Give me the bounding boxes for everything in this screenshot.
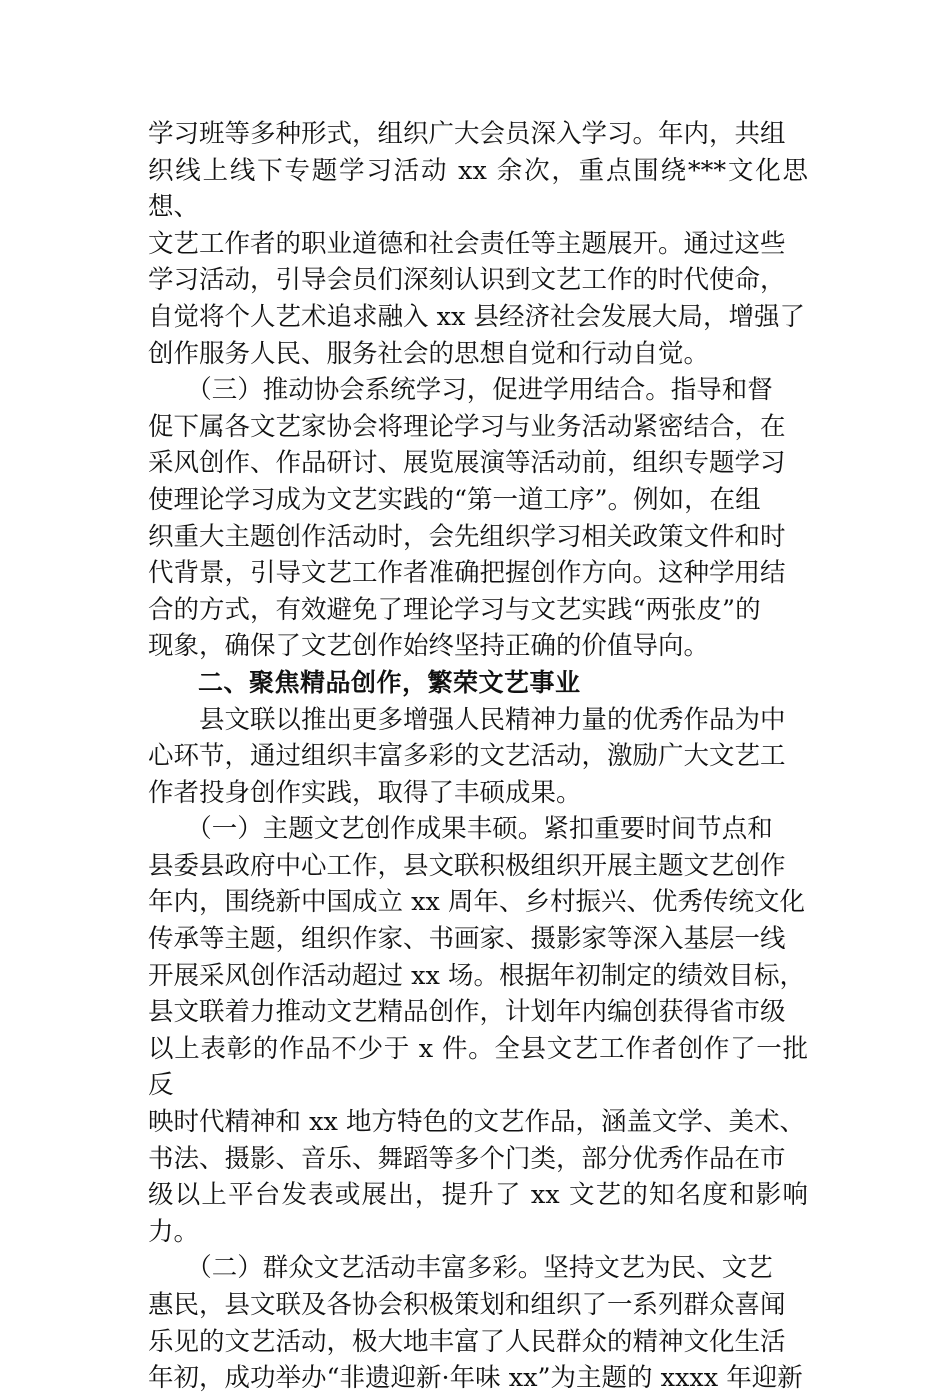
paragraph-mass-activities: （二）群众文艺活动丰富多彩。坚持文艺为民、文艺 惠民，县文联及各协会积极策划和组织了一系列群众喜闻 乐见的文艺活动，极大地丰富了人民群众的精神文化生活 年初，成功举办“非遗迎新·年味 xx”为主题的 xxxx 年迎新	[148, 1253, 803, 1394]
section-heading-quality-creation: 二、聚焦精品创作，繁荣文艺事业	[198, 667, 581, 697]
paragraph-association-study: （三）推动协会系统学习，促进学用结合。指导和督 促下属各文艺家协会将理论学习与业务活动紧密结合，在 采风创作、作品研讨、展览展演等活动前，组织专题学习 使理论学习成为文艺实践的“第一道工序”。例如，在组 织重大主题创作活动时，会先组织学习相关政策文件和时 代背景，引导文艺工作者准确把握创作方向。这种学用结 合的方式，有效避免了理论学习与文艺实践“两张皮”的 现象，确保了文艺创作始终坚持正确的价值导向。	[148, 375, 786, 662]
paragraph-study-activities: 学习班等多种形式，组织广大会员深入学习。年内，共组 织线上线下专题学习活动 xx 余次，重点围绕***文化思想、 文艺工作者的职业道德和社会责任等主题展开。通过这些 学习活动，引导会员们深刻认识到文艺工作的时代使命， 自觉将个人艺术追求融入 xx 县经济社会发展大局，增强了 创作服务人民、服务社会的思想自觉和行动自觉。	[148, 119, 808, 369]
paragraph-section-intro: 县文联以推出更多增强人民精神力量的优秀作品为中 心环节，通过组织丰富多彩的文艺活动，激励广大文艺工 作者投身创作实践，取得了丰硕成果。	[148, 704, 786, 808]
paragraph-thematic-creation: （一）主题文艺创作成果丰硕。紧扣重要时间节点和 县委县政府中心工作，县文联积极组织开展主题文艺创作 年内，围绕新中国成立 xx 周年、乡村振兴、优秀传统文化 传承等主题，组织作家、书画家、摄影家等深入基层一线 开展采风创作活动超过 xx 场。根据年初制定的绩效目标， 县文联着力推动文艺精品创作，计划年内编创获得省市级 以上表彰的作品不少于 x 件。全县文艺工作者创作了一批反 映时代精神和 xx 地方特色的文艺作品，涵盖文学、美术、 书法、摄影、音乐、舞蹈等多个门类，部分优秀作品在市 级以上平台发表或展出，提升了 xx 文艺的知名度和影响力。	[148, 814, 808, 1247]
document-body	[148, 116, 808, 1397]
